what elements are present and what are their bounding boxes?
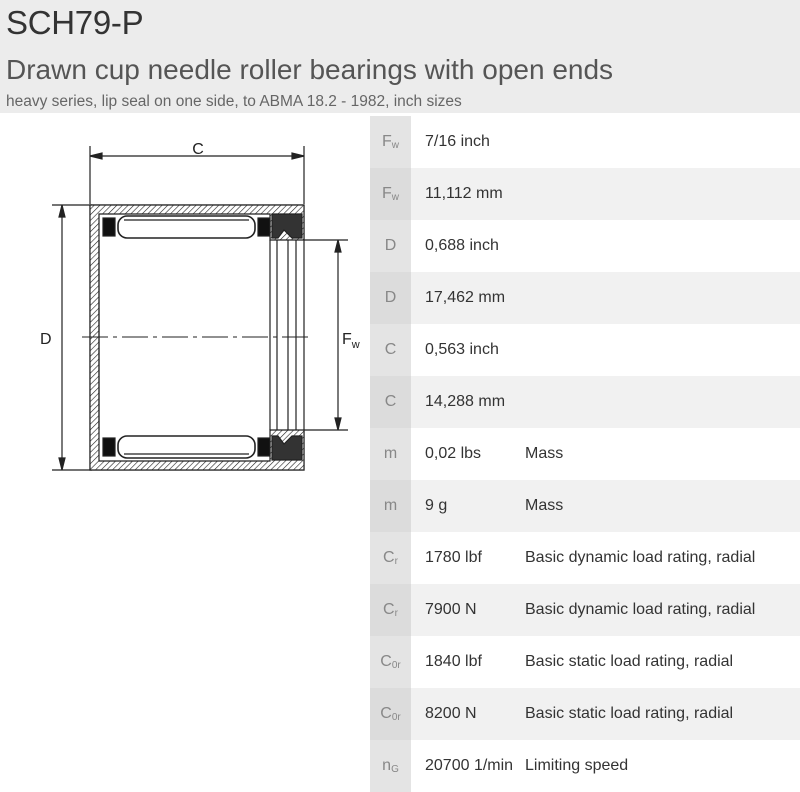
spec-row — [370, 376, 800, 428]
spec-symbol: F $_w$ — [370, 116, 411, 168]
spec-symbol: m — [370, 480, 411, 532]
spec-row — [370, 168, 800, 220]
page-header — [0, 0, 800, 113]
spec-row — [370, 584, 800, 636]
spec-symbol: C $_r$ — [370, 532, 411, 584]
page-title: SCH79-P — [6, 4, 144, 41]
bearing-cross-section — [0, 118, 370, 498]
spec-symbol: C $_{0r}$ — [370, 636, 411, 688]
spec-value: 7900 N — [425, 601, 477, 618]
page-description: heavy series, lip seal on one side, to ABMA 18.2 - 1982, inch sizes — [6, 93, 462, 110]
spec-description: Mass — [525, 445, 564, 462]
spec-row — [370, 636, 800, 688]
spec-row — [370, 324, 800, 376]
spec-value: 1780 lbf — [425, 549, 482, 566]
spec-symbol: F $_w$ — [370, 168, 411, 220]
spec-value: 0,688 inch — [425, 237, 499, 254]
spec-value: 14,288 mm — [425, 393, 506, 410]
spec-value: 20700 1/min — [425, 757, 514, 774]
spec-row — [370, 480, 800, 532]
spec-row — [370, 688, 800, 740]
spec-symbol: C — [370, 376, 411, 428]
spec-description: Basic dynamic load rating, radial — [525, 549, 756, 566]
spec-symbol: C — [370, 324, 411, 376]
spec-symbol: n $_G$ — [370, 740, 411, 792]
spec-row — [370, 116, 800, 168]
spec-value: 9 g — [425, 497, 448, 514]
spec-symbol: m — [370, 428, 411, 480]
spec-table — [370, 116, 800, 792]
spec-description: Basic static load rating, radial — [525, 705, 734, 722]
spec-description: Basic dynamic load rating, radial — [525, 601, 756, 618]
spec-value: 7/16 inch — [425, 133, 490, 150]
dimension-fw-label: $F_w$ — [342, 331, 360, 351]
spec-row — [370, 532, 800, 584]
page-subtitle: Drawn cup needle roller bearings with open ends — [6, 54, 614, 85]
spec-row — [370, 428, 800, 480]
spec-value: 11,112 mm — [425, 185, 503, 202]
bearing-drawing — [0, 118, 370, 498]
spec-description: Mass — [525, 497, 564, 514]
spec-value: 17,462 mm — [425, 289, 506, 306]
spec-symbol: D — [370, 272, 411, 324]
dimension-d-label: D — [40, 331, 52, 348]
spec-row — [370, 740, 800, 792]
dimension-c-label: C — [192, 141, 204, 158]
spec-value: 8200 N — [425, 705, 477, 722]
spec-description: Limiting speed — [525, 757, 629, 774]
spec-row — [370, 220, 800, 272]
spec-row — [370, 272, 800, 324]
spec-value: 0,563 inch — [425, 341, 499, 358]
spec-symbol: D — [370, 220, 411, 272]
spec-value: 0,02 lbs — [425, 445, 482, 462]
spec-symbol: C $_{0r}$ — [370, 688, 411, 740]
spec-value: 1840 lbf — [425, 653, 482, 670]
spec-description: Basic static load rating, radial — [525, 653, 734, 670]
spec-symbol: C $_r$ — [370, 584, 411, 636]
